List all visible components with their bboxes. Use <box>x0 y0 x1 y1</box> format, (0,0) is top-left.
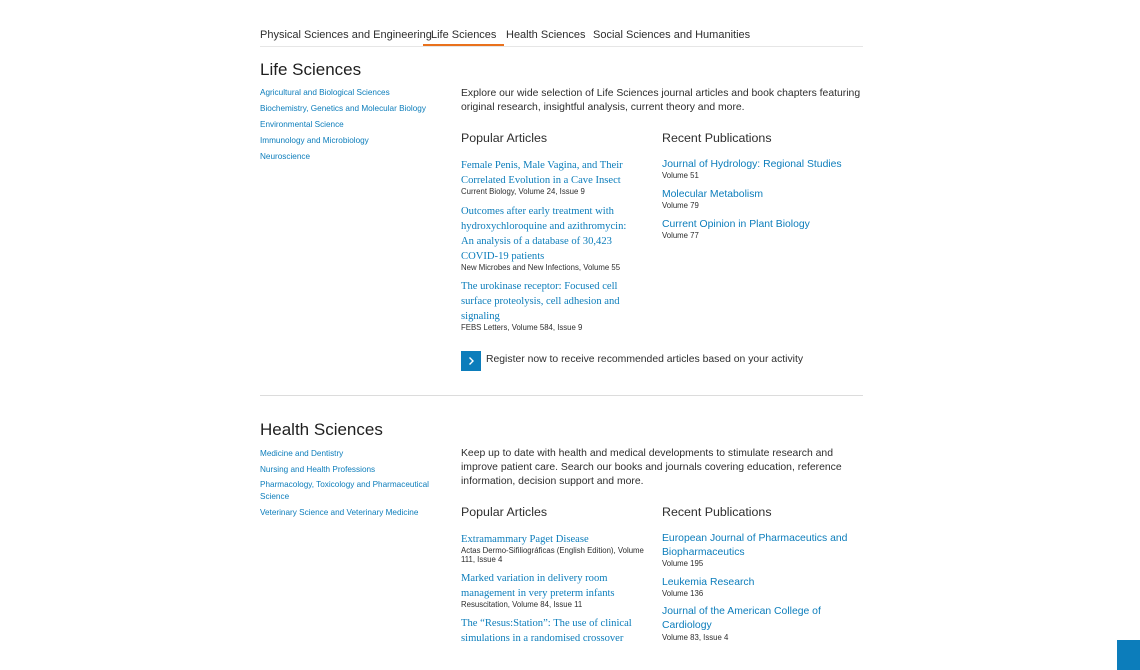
article-link[interactable]: Extramammary Paget Disease <box>461 534 589 545</box>
category-link[interactable]: Neuroscience <box>260 152 311 161</box>
tab-physical-sciences[interactable]: Physical Sciences and Engineering <box>260 29 432 41</box>
subject-tabs <box>260 27 863 47</box>
feedback-button[interactable] <box>1117 640 1140 670</box>
publication-meta: Volume 195 <box>662 559 704 568</box>
publication-link[interactable]: European Journal of Pharmaceutics and Biopharmaceutics <box>662 533 848 558</box>
category-link[interactable]: Environmental Science <box>260 120 344 129</box>
life-sciences-heading: Life Sciences <box>260 60 362 79</box>
register-button[interactable] <box>461 351 481 371</box>
health-sciences-heading: Health Sciences <box>260 420 383 439</box>
publication-link[interactable]: Journal of the American College of Cardiology <box>662 606 821 631</box>
article-link[interactable]: Marked variation in delivery room management in very preterm infants <box>461 573 615 599</box>
publication-meta: Volume 83, Issue 4 <box>662 633 729 642</box>
article-meta: Actas Dermo-Sifiliográficas (English Edition), Volume 111, Issue 4 <box>461 546 644 564</box>
article-meta: Current Biology, Volume 24, Issue 9 <box>461 187 585 196</box>
category-link[interactable]: Nursing and Health Professions <box>260 465 376 474</box>
article-link[interactable]: Outcomes after early treatment with hydroxychloroquine and azithromycin: An analysis of a database of 30,423 COVID-19 patients <box>461 206 627 262</box>
category-link[interactable]: Immunology and Microbiology <box>260 136 369 145</box>
category-link[interactable]: Agricultural and Biological Sciences <box>260 88 390 97</box>
article-link[interactable]: The urokinase receptor: Focused cell surface proteolysis, cell adhesion and signaling <box>461 281 620 322</box>
article-link[interactable]: The “Resus:Station”: The use of clinical simulations in a randomised crossover <box>461 618 632 644</box>
article-meta: New Microbes and New Infections, Volume 55 <box>461 263 621 272</box>
popular-articles-heading: Popular Articles <box>461 505 548 519</box>
recent-publications-heading: Recent Publications <box>662 131 772 145</box>
publication-meta: Volume 77 <box>662 231 699 240</box>
publication-link[interactable]: Molecular Metabolism <box>662 189 764 200</box>
category-link[interactable]: Pharmacology, Toxicology and Pharmaceutical Science <box>260 480 429 501</box>
publication-link[interactable]: Current Opinion in Plant Biology <box>662 219 810 230</box>
publication-link[interactable]: Leukemia Research <box>662 577 755 588</box>
health-sciences-intro: Keep up to date with health and medical developments to stimulate research and improve patient care. Search our books and journals covering education, reference information, decision support and more. <box>461 448 842 487</box>
publication-meta: Volume 51 <box>662 171 699 180</box>
tab-health-sciences[interactable]: Health Sciences <box>506 29 586 41</box>
publication-meta: Volume 136 <box>662 589 704 598</box>
recent-publications-heading: Recent Publications <box>662 505 772 519</box>
publication-meta: Volume 79 <box>662 201 699 210</box>
tab-life-sciences[interactable]: Life Sciences <box>423 29 504 46</box>
category-link[interactable]: Veterinary Science and Veterinary Medicine <box>260 508 419 517</box>
tab-social-sciences[interactable]: Social Sciences and Humanities <box>593 29 751 41</box>
register-prompt[interactable]: Register now to receive recommended articles based on your activity <box>486 354 804 365</box>
section-divider <box>260 395 863 396</box>
chevron-right-icon <box>466 356 476 366</box>
article-meta: FEBS Letters, Volume 584, Issue 9 <box>461 323 583 332</box>
life-sciences-intro: Explore our wide selection of Life Sciences journal articles and book chapters featuring original research, insightful analysis, current theory and more. <box>461 88 861 113</box>
category-link[interactable]: Medicine and Dentistry <box>260 449 344 458</box>
article-meta: Resuscitation, Volume 84, Issue 11 <box>461 600 583 609</box>
article-link[interactable]: Female Penis, Male Vagina, and Their Correlated Evolution in a Cave Insect <box>461 160 623 186</box>
category-link[interactable]: Biochemistry, Genetics and Molecular Biology <box>260 104 426 113</box>
popular-articles-heading: Popular Articles <box>461 131 548 145</box>
publication-link[interactable]: Journal of Hydrology: Regional Studies <box>662 159 842 170</box>
